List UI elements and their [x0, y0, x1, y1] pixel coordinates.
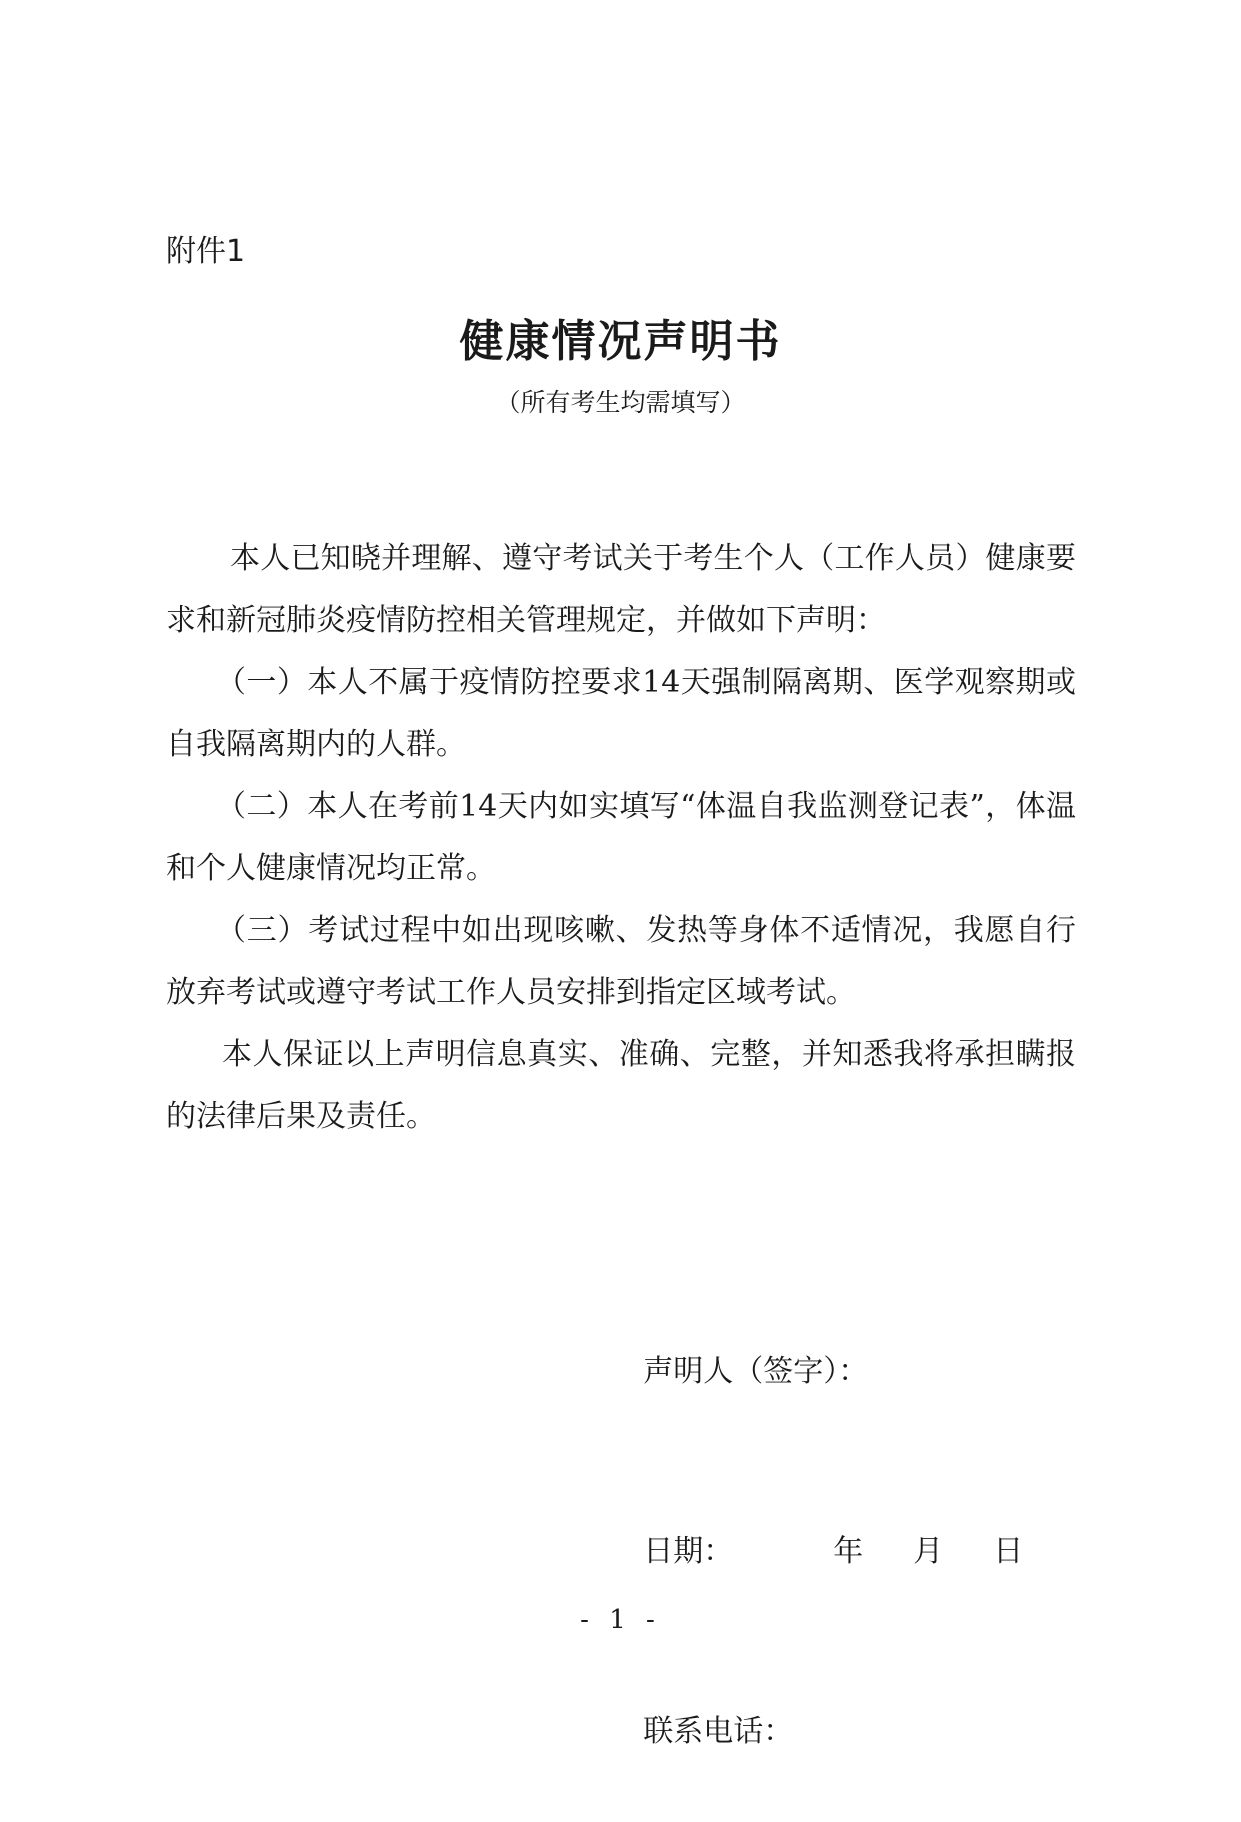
phone-field[interactable] [586, 1642, 1023, 1822]
declarant-label: 声明人（签字）： [643, 1354, 869, 1389]
intro-paragraph: 本人已知晓并理解、遵守考试关于考生个人（工作人员）健康要求和新冠肺炎疫情防控相关管理规定，并做如下声明： [166, 541, 1076, 638]
declarant-signature-field[interactable] [586, 1282, 1023, 1462]
month-label: 月 [913, 1534, 944, 1569]
declaration-body [166, 528, 1076, 1148]
guarantee-paragraph: 本人保证以上声明信息真实、准确、完整，并知悉我将承担瞒报的法律后果及责任。 [166, 1037, 1076, 1134]
document-title: 健康情况声明书 [459, 316, 782, 367]
clause-three-paragraph: （三）考试过程中如出现咳嗽、发热等身体不适情况，我愿自行放弃考试或遵守考试工作人员安排到指定区域考试。 [166, 913, 1076, 1010]
date-label: 日期： [643, 1534, 734, 1569]
phone-label: 联系电话： [643, 1714, 794, 1749]
clause-one-paragraph: （一）本人不属于疫情防控要求14天强制隔离期、医学观察期或自我隔离期内的人群。 [166, 665, 1076, 762]
page-number: - 1 - [580, 1605, 661, 1635]
day-label: 日 [993, 1534, 1024, 1569]
signature-block [586, 1282, 1023, 1822]
year-label: 年 [833, 1534, 864, 1569]
clause-two-paragraph: （二）本人在考前14天内如实填写“体温自我监测登记表”，体温和个人健康情况均正常。 [166, 789, 1076, 886]
document-subtitle: （所有考生均需填写） [495, 388, 746, 417]
attachment-label: 附件1 [166, 234, 246, 269]
